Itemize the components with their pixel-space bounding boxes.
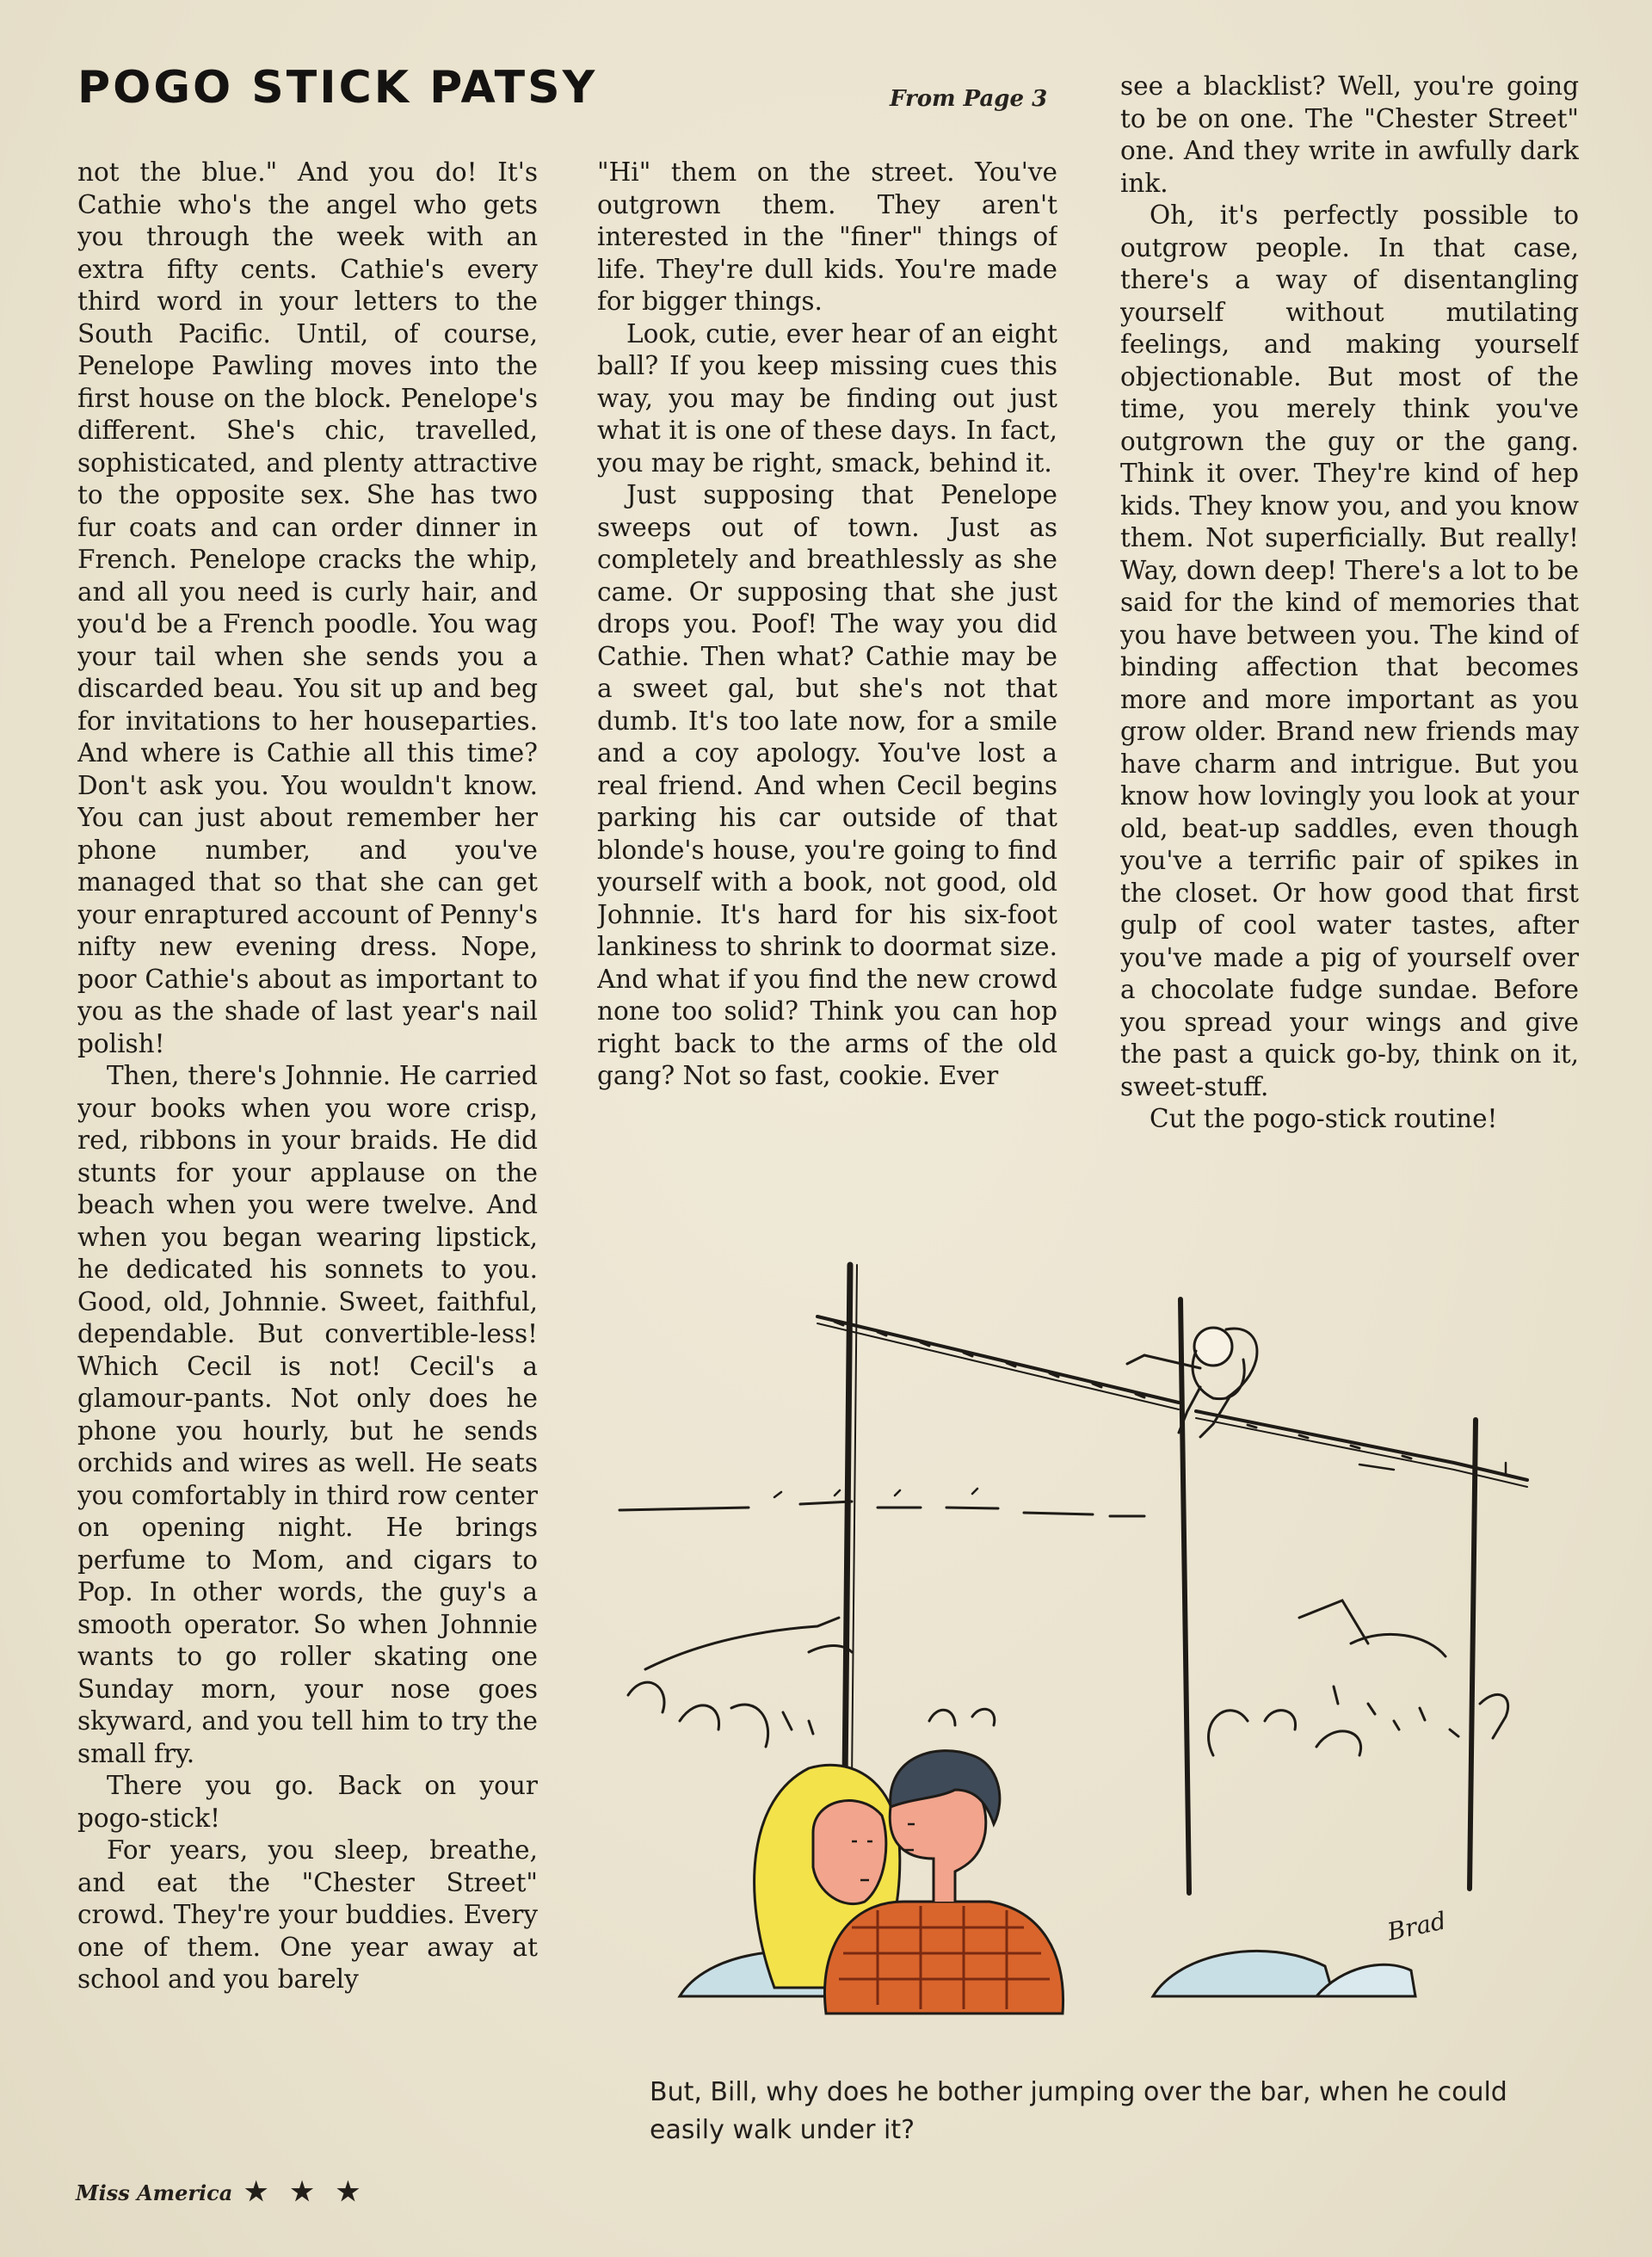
magazine-name: Miss America	[76, 2180, 233, 2205]
article-title: POGO STICK PATSY	[77, 62, 598, 114]
paragraph: Then, there's Johnnie. He carried your books when you wore crisp, red, ribbons in your braids. He did stunts for your applause on the beach when you were twelve. And when you began wearing lipstick, he dedicated his sonnets to you. Good, old, Johnnie. Sweet, faithful, dependable. But convertible-less! Which Cecil is not! Cecil's a glamour-pants. Not only does he phone you hourly, but he sends orchids and wires as well. He seats you comfortably in third row center on opening night. He brings perfume to Mom, and cigars to Pop. In other words, the guy's a smooth operator. So when Johnnie wants to go roller skating one Sunday morn, your nose goes skyward, and you tell him to try the small fry.	[77, 1061, 538, 1768]
paragraph: see a blacklist? Well, you're going to be on one. The "Chester Street" one. And they write in awfully dark ink.	[1120, 71, 1579, 198]
paragraph: not the blue." And you do! It's Cathie who's the angel who gets you through the week with an extra fifty cents. Cathie's every third word in your letters to the South Pacific. Until, of course, Penelope Pawling moves into the first house on the block. Penelope's different. She's chic, travelled, sophisticated, and plenty attractive to the opposite sex. She has two fur coats and can order dinner in French. Penelope cracks the whip, and all you need is curly hair, and you'd be a French poodle. You wag your tail when she sends you a discarded beau. You sit up and beg for invitations to her houseparties. And where is Cathie all this time? Don't ask you. You wouldn't know. You can just about remember her phone number, and you've managed that so that she can get your enraptured account of Penny's nifty new evening dress. Nope, poor Cathie's about as important to you as the shade of last year's nail polish!	[77, 157, 538, 1058]
pole-vault-illustration	[594, 1239, 1583, 2057]
continued-from-note: From Page 3	[890, 86, 1048, 112]
illustration-caption: But, Bill, why does he bother jumping over the bar, when he could easily walk under it?	[650, 2077, 1507, 2145]
paragraph: Cut the pogo-stick routine!	[1150, 1104, 1498, 1133]
text-column-3	[1120, 71, 1579, 1206]
crossbar	[817, 1317, 1179, 1403]
text-column-1	[77, 157, 538, 2144]
paragraph: There you go. Back on your pogo-stick!	[77, 1771, 538, 1833]
artist-signature: Brad	[1384, 1906, 1449, 1946]
paragraph: For years, you sleep, breathe, and eat the "Chester Street" crowd. They're your buddies. Every one of them. One year away at school and you barely	[77, 1835, 538, 1994]
paragraph: Just supposing that Penelope sweeps out of town. Just as completely and breathlessly as she came. Or supposing that she just drops you. Poof! The way you did Cathie. Then what? Cathie may be a sweet gal, but she's not that dumb. It's too late now, for a smile and a coy apology. You've lost a real friend. And when Cecil begins parking his car outside of that blonde's house, you're going to find yourself with a book, not good, old Johnnie. It's hard for his six-foot lankiness to shrink to doormat size. And what if you find the new crowd none too solid? Think you can hop right back to the arms of the old gang? Not so fast, cookie. Ever	[597, 480, 1057, 1090]
text-column-2	[597, 157, 1057, 1206]
middle-upright-pole	[1180, 1299, 1189, 1893]
page-footer	[76, 2177, 367, 2207]
rating-stars: ★ ★ ★	[244, 2177, 367, 2207]
paragraph: "Hi" them on the street. You've outgrown them. They aren't interested in the "finer" things of life. They're dull kids. You're made for bigger things.	[597, 157, 1057, 316]
paragraph: Look, cutie, ever hear of an eight ball? If you keep missing cues this way, you may be finding out just what it is one of these days. In fact, you may be right, smack, behind it.	[597, 318, 1057, 478]
right-upright-pole	[1470, 1420, 1476, 1889]
paragraph: Oh, it's perfectly possible to outgrow people. In that case, there's a way of disentangling yourself without mutilating feelings, and making yourself objectionable. But most of the time, you merely think you've outgrown the guy or the gang. Think it over. They're kind of hep kids. They know you, and you know them. Not superficially. But really! Way, down deep! There's a lot to be said for the kind of memories that you have between you. The kind of binding affection that becomes more and more important as you grow older. Brand new friends may have charm and intrigue. But you know how lovingly you look at your old, beat-up saddles, even though you've a terrific pair of spikes in the closet. Or how good that first gulp of cool water tastes, after you've made a pig of yourself over a chocolate fudge sundae. Before you spread your wings and give the past a quick go-by, think on it, sweet-stuff.	[1120, 200, 1579, 1101]
